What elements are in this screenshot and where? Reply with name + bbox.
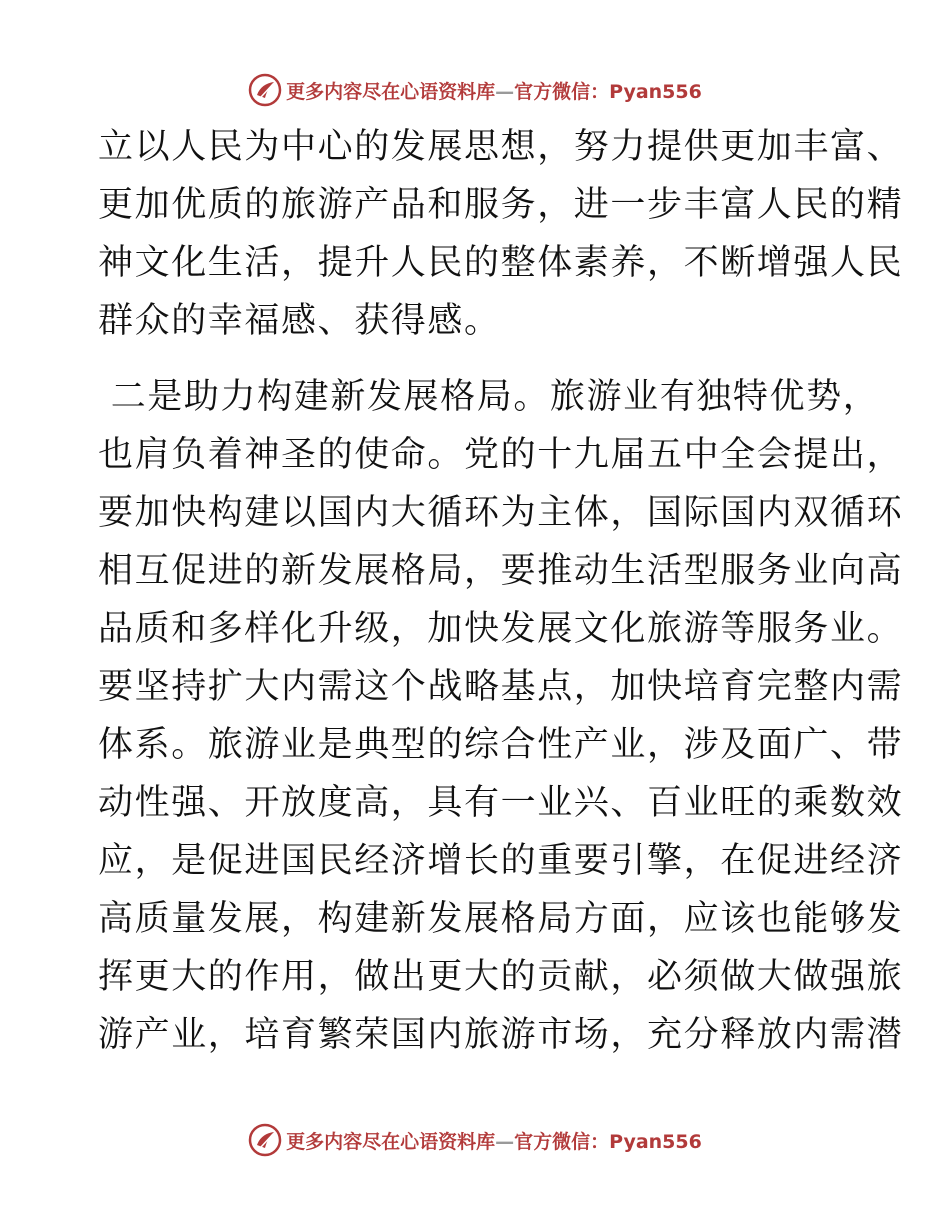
text-line: 二是助力构建新发展格局。旅游业有独特优势， <box>98 377 880 417</box>
paragraph-1 <box>98 118 904 350</box>
text-line: 体系。旅游业是典型的综合性产业，涉及面广、带 <box>98 725 904 765</box>
text-line: 挥更大的作用，做出更大的贡献，必须做大做强旅 <box>98 957 904 997</box>
text-line: 要坚持扩大内需这个战略基点，加快培育完整内需 <box>98 667 904 707</box>
footer-brand: 更多内容尽在心语资料库 <box>286 1130 496 1153</box>
brand-logo-icon <box>248 1123 282 1157</box>
footer-separator: — <box>495 1130 515 1153</box>
footer-contact: 官方微信：Pyan556 <box>514 1130 702 1153</box>
text-line: 也肩负着神圣的使命。党的十九届五中全会提出， <box>98 435 904 475</box>
footer-banner <box>0 1120 950 1160</box>
text-line: 应，是促进国民经济增长的重要引擎，在促进经济 <box>98 841 904 881</box>
header-contact: 官方微信：Pyan556 <box>514 80 702 103</box>
text-line: 品质和多样化升级，加快发展文化旅游等服务业。 <box>98 609 904 649</box>
brand-logo-icon <box>248 73 282 107</box>
text-line: 动性强、开放度高，具有一业兴、百业旺的乘数效 <box>98 783 904 823</box>
footer-text <box>286 1127 702 1154</box>
text-line: 要加快构建以国内大循环为主体，国际国内双循环 <box>98 493 904 533</box>
header-text <box>286 77 702 104</box>
text-line: 相互促进的新发展格局，要推动生活型服务业向高 <box>98 551 904 591</box>
text-line: 神文化生活，提升人民的整体素养，不断增强人民 <box>98 243 904 283</box>
header-brand: 更多内容尽在心语资料库 <box>286 80 496 103</box>
text-line: 高质量发展，构建新发展格局方面，应该也能够发 <box>98 899 904 939</box>
text-line: 更加优质的旅游产品和服务，进一步丰富人民的精 <box>98 185 904 225</box>
text-line: 群众的幸福感、获得感。 <box>98 301 501 341</box>
paragraph-2 <box>98 368 904 1064</box>
header-banner <box>0 70 950 110</box>
header-separator: — <box>495 80 515 103</box>
text-line: 立以人民为中心的发展思想，努力提供更加丰富、 <box>98 127 904 167</box>
text-line: 游产业，培育繁荣国内旅游市场，充分释放内需潜 <box>98 1015 904 1055</box>
